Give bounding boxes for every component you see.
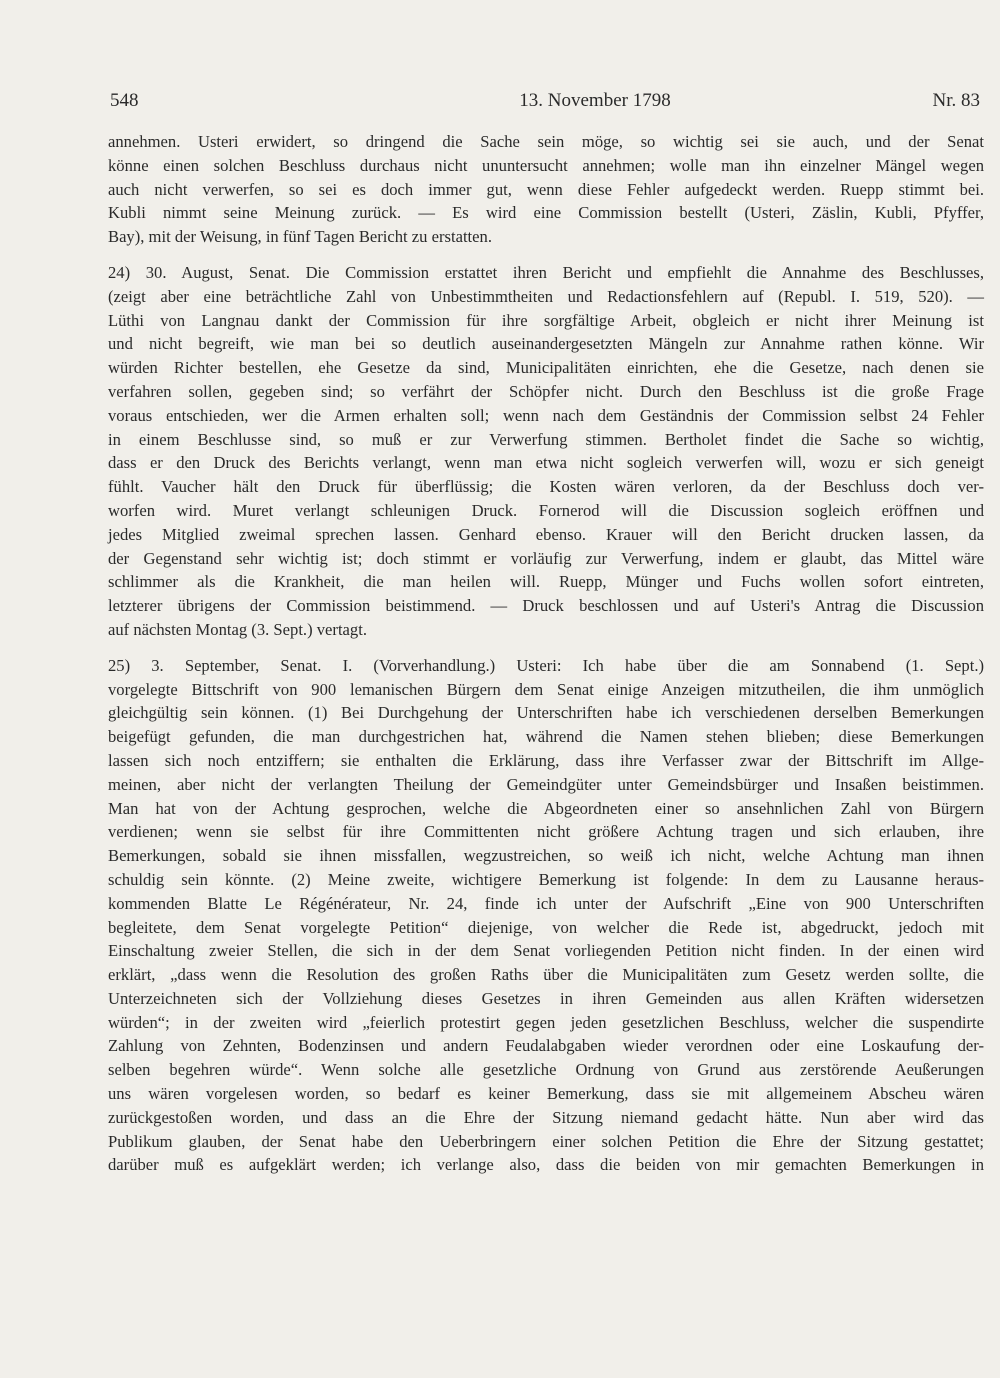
text-line: Bay), mit der Weisung, in fünf Tagen Bericht zu erstatten.: [108, 227, 492, 247]
text-line: Kubli nimmt seine Meinung zurück. — Es wird eine Commission bestellt (Usteri, Zäslin, Kubli, Pfyffer,: [108, 203, 984, 223]
paragraph-2: [108, 261, 984, 642]
text-line: Bemerkungen, sobald sie ihnen missfallen, wegzustreichen, so weiß ich nicht, welche Achtung man ihnen: [108, 846, 984, 866]
text-line: Publikum glauben, der Senat habe den Ueberbringern einer solchen Petition die Ehre der Sitzung gestattet;: [108, 1131, 984, 1151]
text-line: auf nächsten Montag (3. Sept.) vertagt.: [108, 619, 367, 639]
text-line: darüber muß es aufgeklärt werden; ich verlange also, dass die beiden von mir gemachten Bemerkungen in: [108, 1155, 984, 1175]
running-header: [110, 90, 980, 116]
text-line: uns wären vorgelesen worden, so bedarf es keiner Bemerkung, dass sie mit allgemeinem Abscheu wären: [108, 1084, 984, 1104]
text-line: lassen sich noch entziffern; sie enthalten die Erklärung, dass ihre Verfasser zwar der Bittschrift im Allge-: [108, 750, 984, 770]
text-line: beigefügt gefunden, die man durchgestrichen hat, während die Namen stehen blieben; diese Bemerkungen: [108, 727, 984, 747]
text-line: letzterer übrigens der Commission beistimmend. — Druck beschlossen und auf Usteri's Antrag die Discussion: [108, 596, 984, 616]
text-line: Lüthi von Langnau dankt der Commission für ihre sorgfältige Arbeit, obgleich er nicht ihrer Meinung ist: [108, 310, 984, 330]
text-line: gleichgültig sein können. (1) Bei Durchgehung der Unterschriften habe ich verschiedenen derselben Bemerkungen: [108, 703, 984, 723]
text-line: verdienen; wenn sie selbst für ihre Committenten nicht größere Achtung tragen und sich erlauben, ihre: [108, 822, 984, 842]
text-line: jedes Mitglied zweimal sprechen lassen. Genhard ebenso. Krauer will den Bericht drucken lassen, da: [108, 524, 984, 544]
text-line: in einem Beschlusse sind, so muß er zur Verwerfung stimmen. Bertholet findet die Sache so wichtig,: [108, 429, 984, 449]
text-line: Unterzeichneten sich der Vollziehung dieses Gesetzes in ihren Gemeinden aus allen Kräften widersetzen: [108, 988, 984, 1008]
page-number: 548: [110, 90, 139, 111]
text-line: Zahlung von Zehnten, Bodenzinsen und andern Feudalabgaben wieder verordnen oder eine Loskaufung der-: [108, 1036, 984, 1056]
text-line: erklärt, „dass wenn die Resolution des großen Raths über die Municipalitäten zum Gesetz werden sollte, die: [108, 965, 984, 985]
text-line: annehmen. Usteri erwidert, so dringend die Sache sein möge, so wichtig sei sie auch, und der Senat: [108, 132, 984, 151]
text-line: meinen, aber nicht der verlangten Theilung der Gemeindgüter unter Gemeindsbürger und Insaßen beistimmen.: [108, 774, 984, 794]
paragraph-3: [108, 654, 984, 1178]
text-line: zurückgestoßen worden, und dass an die Ehre der Sitzung niemand gedacht hätte. Nun aber wird das: [108, 1107, 984, 1127]
text-line: voraus entschieden, wer die Armen erhalten soll; wenn nach dem Geständnis der Commission selbst 24 Fehler: [108, 405, 984, 425]
text-line: der Gegenstand sehr wichtig ist; doch stimmt er vorläufig zur Verwerfung, indem er glaubt, das Mittel wäre: [108, 548, 984, 568]
text-line: Einschaltung zweier Stellen, die sich in der dem Senat vorliegenden Petition nicht finden. In der einen wird: [108, 941, 984, 961]
text-line: und nicht begreift, wie man bei so deutlich auseinandergesetzten Mängeln zur Annahme rathen könne. Wir: [108, 334, 984, 354]
text-line: selben begehren würde“. Wenn solche alle gesetzliche Ordnung von Grund aus zerstörende Aeußerungen: [108, 1060, 984, 1080]
text-line: begleitete, dem Senat vorgelegte Petition“ diejenige, von welcher die Rede ist, abgedruckt, jedoch mit: [108, 917, 984, 937]
document-number: Nr. 83: [932, 90, 980, 111]
text-line: dass er den Druck des Berichts verlangt, wenn man etwa nicht sogleich verwerfen will, wozu er sich geneigt: [108, 453, 984, 473]
text-line: könne einen solchen Beschluss durchaus nicht ununtersucht annehmen; wolle man ihn einzelner Mängel wegen: [108, 155, 984, 175]
text-line: 24) 30. August, Senat. Die Commission erstattet ihren Bericht und empfiehlt die Annahme des Beschlusses,: [108, 262, 984, 282]
text-line: fühlt. Vaucher hält den Druck für überflüssig; die Kosten wären verloren, da der Beschluss doch ver-: [108, 477, 984, 497]
text-line: 25) 3. September, Senat. I. (Vorverhandlung.) Usteri: Ich habe über die am Sonnabend (1. Sept.): [108, 655, 984, 675]
text-line: würden“; in der zweiten wird „feierlich protestirt gegen jeden gesetzlichen Beschluss, welcher die suspendirte: [108, 1012, 984, 1032]
paragraph-1: [108, 130, 984, 249]
text-line: würden Richter bestellen, ehe Gesetze da sind, Municipalitäten einrichten, ehe die Gesetze, nach denen sie: [108, 358, 984, 378]
body-text: [108, 130, 984, 1177]
header-date: 13. November 1798: [519, 90, 671, 111]
text-line: worfen wird. Muret verlangt schleunigen Druck. Fornerod will die Discussion sogleich eröffnen und: [108, 500, 984, 520]
text-line: schlimmer als die Krankheit, die man heilen will. Ruepp, Münger und Fuchs wollen sofort eintreten,: [108, 572, 984, 592]
text-line: (zeigt aber eine beträchtliche Zahl von Unbestimmtheiten und Redactionsfehlern auf (Republ. I. 519, 520). —: [108, 286, 984, 306]
text-line: kommenden Blatte Le Régénérateur, Nr. 24, finde ich unter der Aufschrift „Eine von 900 Unterschriften: [108, 893, 984, 913]
text-line: schuldig sein könnte. (2) Meine zweite, wichtigere Bemerkung ist folgende: In dem zu Lausanne heraus-: [108, 869, 984, 889]
text-line: Man hat von der Achtung gesprochen, welche die Abgeordneten einer so ansehnlichen Zahl von Bürgern: [108, 798, 984, 818]
text-line: auch nicht verwerfen, so sei es doch immer gut, wenn diese Fehler aufgedeckt werden. Ruepp stimmt bei.: [108, 179, 984, 199]
text-line: verfahren sollen, gegeben sind; so verfährt der Schöpfer nicht. Durch den Beschluss ist die große Frage: [108, 381, 984, 401]
text-line: vorgelegte Bittschrift von 900 lemanischen Bürgern dem Senat einige Anzeigen mitzutheilen, die ihm unmöglich: [108, 679, 984, 699]
